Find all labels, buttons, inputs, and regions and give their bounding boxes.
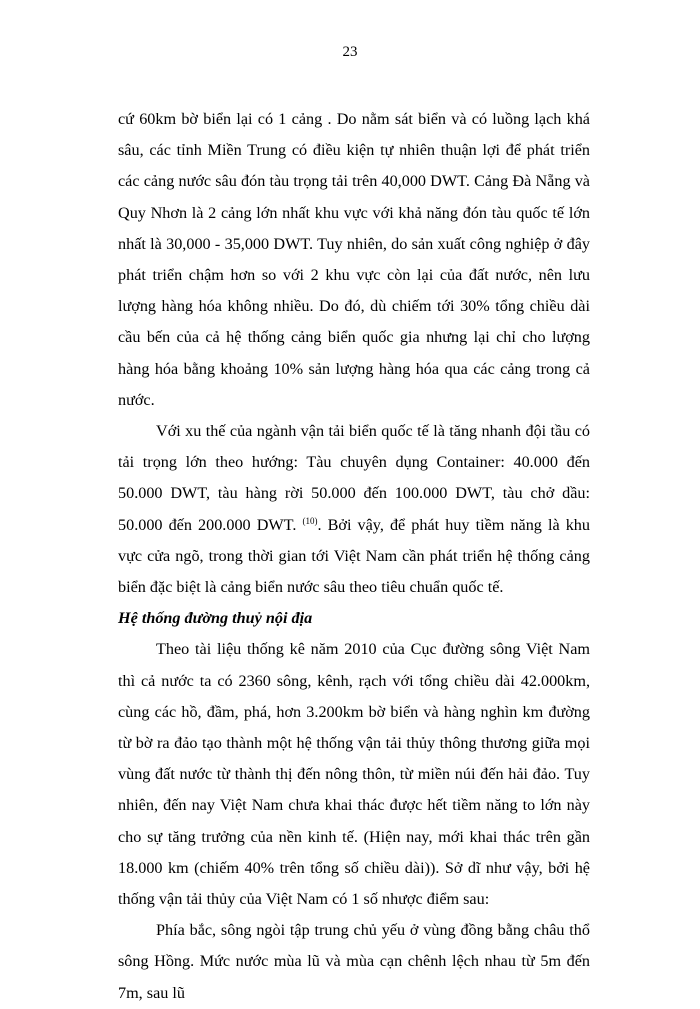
paragraph-text: Với xu thế của ngành vận tải biển quốc tế là tăng nhanh đội tầu có tải trọng lớn theo hướng: Tàu chuyên dụng Container: 40.000 đến 50.000 DWT, tàu hàng rời 50.000 đến 100.000 DWT, tàu chở dầu: 50.000 đến 200.000 DWT. — [118, 422, 590, 534]
paragraph-inland-waterways: Theo tài liệu thống kê năm 2010 của Cục đường sông Việt Nam thì cả nước ta có 2360 sông, kênh, rạch với tổng chiều dài 42.000km, cùng các hồ, đầm, phá, hơn 3.200km bờ biển và hàng nghìn km đường từ bờ ra đảo tạo thành một hệ thống vận tải thủy thông thương giữa mọi vùng đất nước từ thành thị đến nông thôn, từ miền núi đến hải đảo. Tuy nhiên, đến nay Việt Nam chưa khai thác được hết tiềm năng to lớn này cho sự tăng trưởng của nền kinh tế. (Hiện nay, mới khai thác trên gần 18.000 km (chiếm 40% trên tổng số chiều dài)). Sở dĩ như vậy, bởi hệ thống vận tải thủy của Việt Nam có 1 số nhược điểm sau: — [118, 640, 590, 909]
page-number: 23 — [342, 44, 358, 60]
paragraph-ship-trends — [118, 416, 590, 603]
paragraph-text: . Bởi vậy, để phát huy tiềm năng là khu vực cửa ngõ, trong thời gian tới Việt Nam cần phát triển hệ thống cảng biển đặc biệt là cảng biển nước sâu theo tiêu chuẩn quốc tế. — [118, 515, 590, 597]
footnote-reference: (10) — [302, 515, 318, 526]
paragraph-seaports-central: cứ 60km bờ biển lại có 1 cảng . Do nằm sát biển và có luồng lạch khá sâu, các tỉnh Miền Trung có điều kiện tự nhiên thuận lợi để phát triển các cảng nước sâu đón tàu trọng tải trên 40,000 DWT. Cảng Đà Nẵng và Quy Nhơn là 2 cảng lớn nhất khu vực với khả năng đón tàu quốc tế lớn nhất là 30,000 - 35,000 DWT. Tuy nhiên, do sản xuất công nghiệp ở đây phát triển chậm hơn so với 2 khu vực còn lại của đất nước, nên lưu lượng hàng hóa không nhiều. Do đó, dù chiếm tới 30% tổng chiều dài cầu bến của cả hệ thống cảng biển quốc gia nhưng lại chỉ cho lượng hàng hóa bằng khoảng 10% sản lượng hàng hóa qua các cảng trong cả nước. — [118, 110, 590, 409]
section-heading: Hệ thống đường thuỷ nội địa — [118, 609, 313, 628]
document-body — [118, 104, 590, 1009]
paragraph-northern-rivers: Phía bắc, sông ngòi tập trung chủ yếu ở vùng đồng bằng châu thổ sông Hồng. Mức nước mùa lũ và mùa cạn chênh lệch nhau từ 5m đến 7m, sau lũ — [118, 921, 590, 1002]
